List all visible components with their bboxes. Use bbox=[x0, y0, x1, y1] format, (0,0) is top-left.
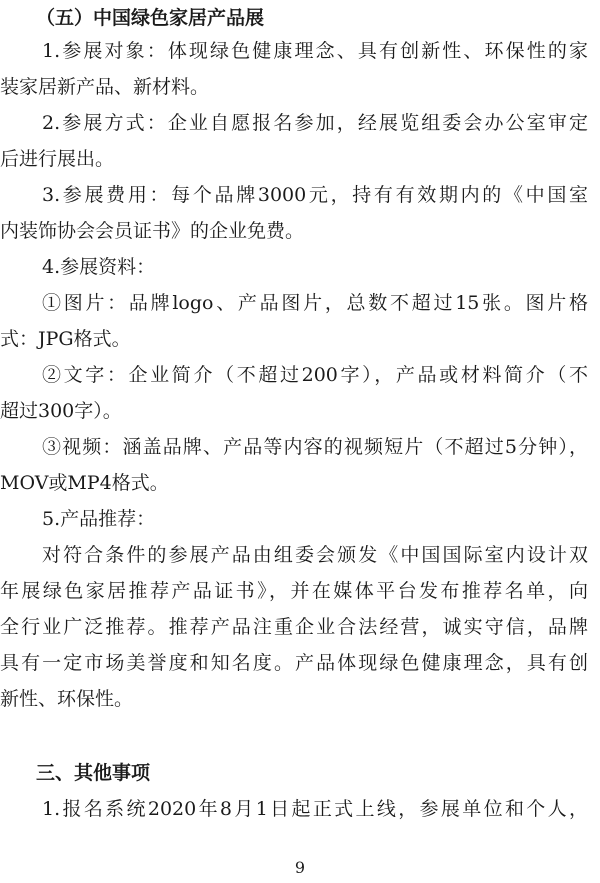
paragraph-line: MOV或MP4格式。 bbox=[0, 472, 169, 494]
section-five-title: （五）中国绿色家居产品展 bbox=[36, 7, 265, 29]
paragraph-line: 对符合条件的参展产品由组委会颁发《中国国际室内设计双 bbox=[42, 544, 588, 566]
paragraph-line: 超过300字）。 bbox=[0, 400, 122, 422]
paragraph-line: 内装饰协会会员证书》的企业免费。 bbox=[0, 220, 305, 242]
paragraph-line: 1.报名系统2020年8月1日起正式上线，参展单位和个人， bbox=[42, 798, 588, 820]
paragraph-line: 1.参展对象：体现绿色健康理念、具有创新性、环保性的家 bbox=[42, 40, 588, 62]
page-number: 9 bbox=[294, 858, 306, 877]
paragraph-line: 2.参展方式：企业自愿报名参加，经展览组委会办公室审定 bbox=[42, 112, 588, 134]
paragraph-line: 式：JPG格式。 bbox=[0, 328, 131, 350]
paragraph-line: 全行业广泛推荐。推荐产品注重企业合法经营，诚实守信，品牌 bbox=[0, 616, 588, 638]
paragraph-line: 装家居新产品、新材料。 bbox=[0, 76, 210, 98]
paragraph-line: 具有一定市场美誉度和知名度。产品体现绿色健康理念，具有创 bbox=[0, 652, 588, 674]
paragraph-line: ③视频：涵盖品牌、产品等内容的视频短片（不超过5分钟）， bbox=[42, 436, 588, 458]
paragraph-line: ②文字：企业简介（不超过200字），产品或材料简介（不 bbox=[42, 364, 588, 386]
paragraph-line: 新性、环保性。 bbox=[0, 688, 134, 710]
paragraph-line: 3.参展费用：每个品牌3000元，持有有效期内的《中国室 bbox=[42, 184, 588, 206]
paragraph-line: ①图片：品牌logo、产品图片，总数不超过15张。图片格 bbox=[42, 292, 588, 314]
paragraph-line: 5.产品推荐： bbox=[42, 508, 156, 530]
paragraph-line: 年展绿色家居推荐产品证书》，并在媒体平台发布推荐名单，向 bbox=[0, 580, 588, 602]
paragraph-line: 4.参展资料： bbox=[42, 256, 156, 278]
section-three-title: 三、其他事项 bbox=[36, 762, 151, 784]
paragraph-line: 后进行展出。 bbox=[0, 148, 115, 170]
